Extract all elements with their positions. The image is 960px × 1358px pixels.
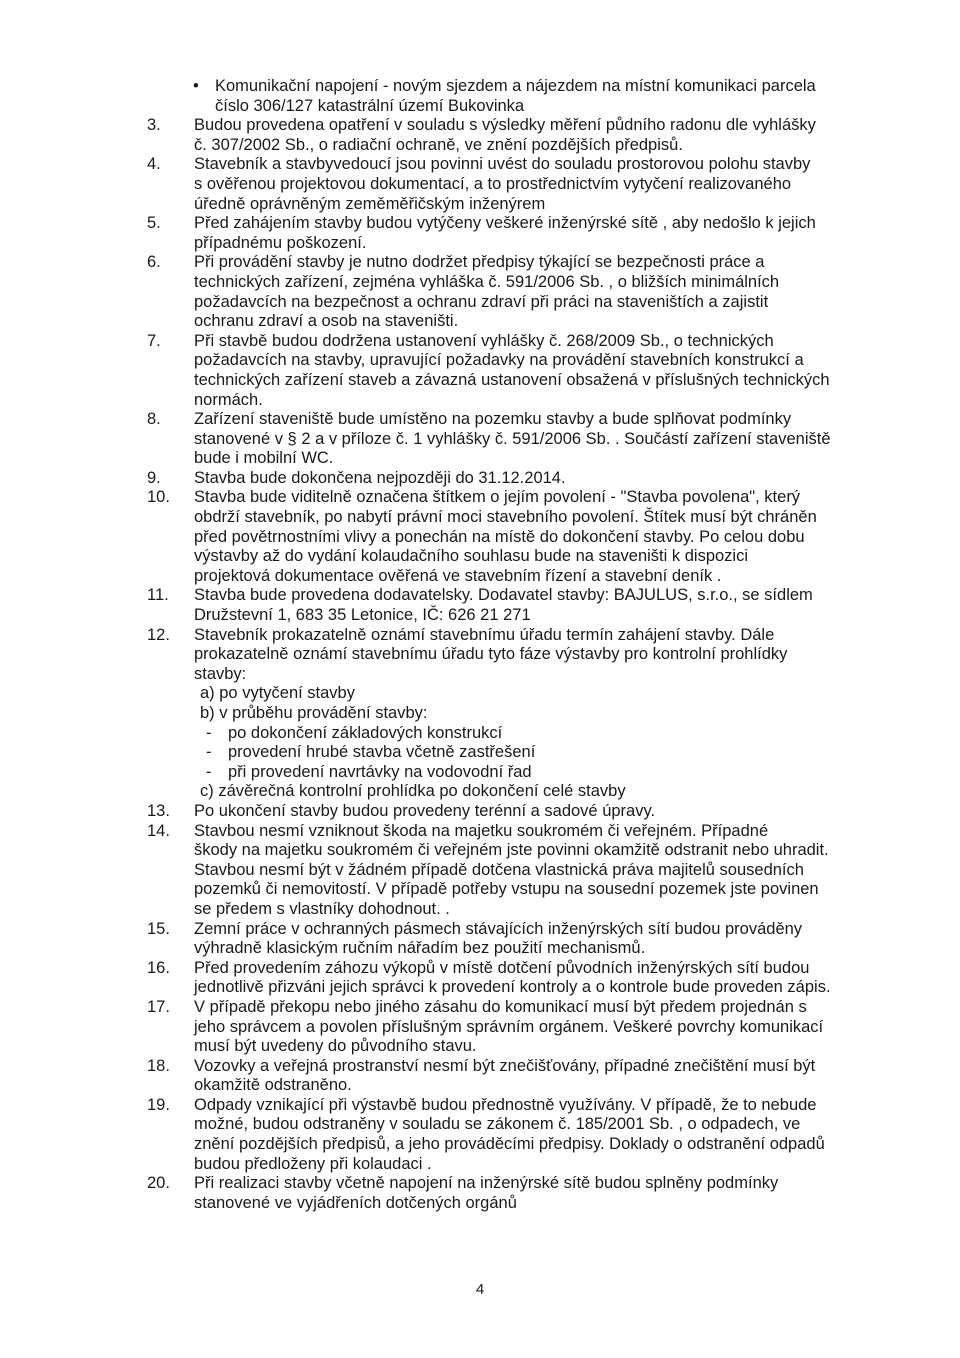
item-text [194,586,847,625]
item-number: 12. [147,625,170,644]
text-line: požadavcích na stavby, upravující požadavky na provádění stavebních konstrukcí a [194,351,804,370]
item-number: 13. [147,801,170,820]
list-item [147,1057,847,1096]
item-text [194,214,847,253]
text-line: Budou provedena opatření v souladu s výsledky měření půdního radonu dle vyhlášky [194,116,816,135]
text-line: se předem s vlastníky dohodnout. . [194,899,450,918]
item-number: 15. [147,919,170,938]
item-text [194,920,847,959]
item-text [194,410,847,469]
item-text [194,998,847,1057]
text-line: technických zařízení, zejména vyhláška č. 591/2006 Sb. , o bližších minimálních [194,272,780,291]
text-line: V případě překopu nebo jiného zásahu do komunikací musí být předem projednán s [194,997,807,1016]
text-line: Stavebník prokazatelně oznámí stavebnímu úřadu termín zahájení stavby. Dále [194,625,775,644]
text-line: možné, budou odstraněny v souladu se zákonem č. 185/2001 Sb. , o odpadech, ve [194,1115,801,1134]
item-number: 18. [147,1056,170,1075]
item-text [205,77,847,116]
bullet-mark: • [193,77,199,95]
item-number: 8. [147,410,161,429]
list-item [147,410,847,469]
dash-item [194,724,847,744]
item-number: 17. [147,997,170,1016]
list-item [147,332,847,410]
text-line: Zemní práce v ochranných pásmech stávajících inženýrských sítí budou prováděny [194,919,803,938]
list-item [147,116,847,155]
text-line: obdrží stavebník, po nabytí právní moci stavebního povolení. Štítek musí být chráněn [194,508,817,527]
sub-item-a: a) po vytyčení stavby [200,684,355,703]
item-number: 3. [147,116,161,135]
text-line: technických zařízení staveb a závazná ustanovení obsažená v příslušných technických [194,370,830,389]
text-line: Při stavbě budou dodržena ustanovení vyhlášky č. 268/2009 Sb., o technických [194,331,774,350]
item-text [194,802,847,822]
item-number: 19. [147,1095,170,1114]
text-line: znění pozdějších předpisů, a jeho prováděcími předpisy. Doklady o odstranění odpadů [194,1135,825,1154]
bullet-item [147,77,847,116]
text-line: Po ukončení stavby budou provedeny terénní a sadové úpravy. [194,801,656,820]
item-text [194,1174,847,1213]
page-number: 4 [475,1281,485,1298]
list-item [147,253,847,331]
text-line: stanovené ve vyjádřeních dotčených orgánů [194,1193,517,1212]
text-line: pozemků či nemovitostí. V případě potřeby vstupu na sousední pozemek jste povinen [194,880,819,899]
list-item [147,822,847,920]
list-item [147,1096,847,1174]
text-line: jednotlivě přizváni jejich správci k provedení kontroly a o kontrole bude proveden zápis. [194,978,831,997]
sub-item-c: c) závěrečná kontrolní prohlídka po dokončení celé stavby [200,782,626,801]
dash-text: provedení hrubé stavba včetně zastřešení [228,743,536,762]
item-number: 11. [147,586,169,605]
text-line: stavby: [194,664,247,683]
list-item [147,998,847,1057]
text-line: výstavby až do vydání kolaudačního souhlasu bude na staveništi k dispozici [194,547,748,566]
item-number: 5. [147,214,161,233]
text-line: požadavcích na bezpečnost a ochranu zdraví při práci na staveništích a zajistit [194,292,769,311]
list-item [147,626,847,802]
text-line: Stavbou nesmí vzniknout škoda na majetku soukromém či veřejném. Případné [194,821,769,840]
item-number: 16. [147,958,170,977]
conditions-list [147,77,847,1213]
text-line: Před provedením záhozu výkopů v místě dotčení původních inženýrských sítí budou [194,958,810,977]
text-line: s ověřenou projektovou dokumentací, a to prostřednictvím vytyčení realizovaného [194,174,792,193]
list-item [147,959,847,998]
item-text [194,1096,847,1174]
dash-mark: - [206,743,212,762]
text-line: Zařízení staveniště bude umístěno na pozemku stavby a bude splňovat podmínky [194,410,792,429]
text-line: Odpady vznikající při výstavbě budou přednostně využívány. V případě, že to nebude [194,1095,817,1114]
text-line: Stavbou nesmí být v žádném případě dotčena vlastnická práva majitelů sousedních [194,860,804,879]
list-item [147,155,847,214]
dash-item [194,743,847,763]
item-text [194,626,847,802]
text-line: projektová dokumentace ověřená ve stavebním řízení a stavební deník . [194,566,722,585]
text-line: budou předloženy při kolaudaci . [194,1154,432,1173]
text-line: musí být uvedeny do původního stavu. [194,1037,477,1056]
item-number: 6. [147,253,161,272]
text-line: číslo 306/127 katastrální území Bukovinka [215,96,525,115]
text-line: škody na majetku soukromém či veřejném jste povinni okamžitě odstranit nebo uhradit. [194,841,829,860]
text-line: Vozovky a veřejná prostranství nesmí být znečišťovány, případné znečištění musí být [194,1056,816,1075]
item-number: 7. [147,331,161,350]
text-line: jeho správcem a povolen příslušným správním orgánem. Veškeré povrchy komunikací [194,1017,824,1036]
list-item [147,488,847,586]
dash-item [194,763,847,783]
list-item [147,214,847,253]
list-item [147,920,847,959]
text-line: výhradně klasickým ručním nářadím bez použití mechanismů. [194,939,646,958]
dash-text: po dokončení základových konstrukcí [228,723,503,742]
list-item [147,1174,847,1213]
dash-mark: - [206,723,212,742]
list-item [147,469,847,489]
item-text [194,116,847,155]
item-text [194,1057,847,1096]
text-line: okamžitě odstraněno. [194,1076,352,1095]
item-text [194,155,847,214]
item-text [194,332,847,410]
item-text [194,253,847,331]
text-line: Stavba bude provedena dodavatelsky. Dodavatel stavby: BAJULUS, s.r.o., se sídlem [194,586,813,605]
item-number: 9. [147,468,161,487]
text-line: Stavebník a stavbyvedoucí jsou povinni uvést do souladu prostorovou polohu stavby [194,155,811,174]
text-line: Před zahájením stavby budou vytýčeny veškeré inženýrské sítě , aby nedošlo k jejich [194,214,816,233]
item-number: 4. [147,155,161,174]
item-number: 14. [147,821,170,840]
sub-item-b: b) v průběhu provádění stavby: [200,704,428,722]
text-line: prokazatelně oznámí stavebnímu úřadu tyto fáze výstavby pro kontrolní prohlídky [194,645,788,664]
text-line: Při provádění stavby je nutno dodržet předpisy týkající se bezpečnosti práce a [194,253,765,272]
text-line: stanovené v § 2 a v příloze č. 1 vyhlášky č. 591/2006 Sb. . Součástí zařízení staveniště [194,429,831,448]
text-line: Stavba bude viditelně označena štítkem o jejím povolení - "Stavba povolena", který [194,488,801,507]
item-text [194,959,847,998]
text-line: č. 307/2002 Sb., o radiační ochraně, ve znění pozdějších předpisů. [194,135,683,154]
text-line: úředně oprávněným zeměměřičským inženýrem [194,194,546,213]
text-line: Stavba bude dokončena nejpozději do 31.12.2014. [194,468,566,487]
dash-mark: - [206,762,212,781]
item-text [194,469,847,489]
text-line: bude i mobilní WC. [194,449,334,468]
text-line: případnému poškození. [194,233,367,252]
text-line: Družstevní 1, 683 35 Letonice, IČ: 626 21 271 [194,606,531,625]
item-number: 20. [147,1174,170,1193]
text-line: normách. [194,390,263,409]
text-line: před povětrnostními vlivy a ponechán na místě do dokončení stavby. Po celou dobu [194,527,805,546]
text-line: ochranu zdraví a osob na staveništi. [194,312,459,331]
item-text [194,822,847,920]
list-item [147,586,847,625]
dash-text: při provedení navrtávky na vodovodní řad [228,762,532,781]
item-text [194,488,847,586]
text-line: Komunikační napojení - novým sjezdem a nájezdem na místní komunikaci parcela [215,77,816,95]
text-line: Při realizaci stavby včetně napojení na inženýrské sítě budou splněny podmínky [194,1174,779,1193]
item-number: 10. [147,488,170,507]
list-item [147,802,847,822]
